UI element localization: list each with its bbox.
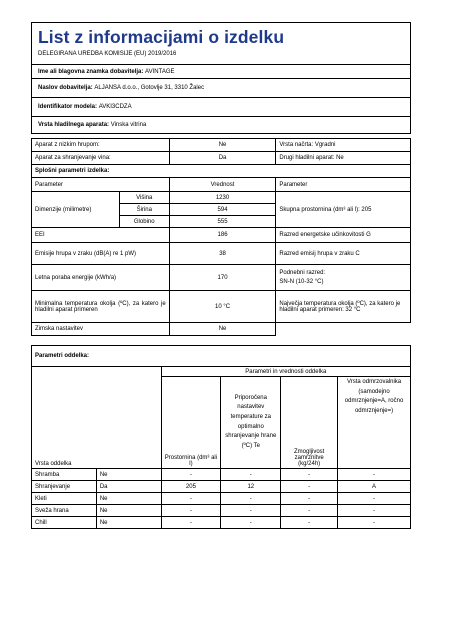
compartment-volume: -: [161, 493, 221, 505]
compartment-freeze: -: [281, 493, 338, 505]
table-row: [32, 493, 411, 505]
width-value: 594: [169, 204, 276, 216]
max-temp: Največja temperatura okolja (ºC), za katero je hladilni aparat primeren: 32 °C: [276, 291, 411, 323]
eei-label: EEI: [32, 228, 170, 243]
height-value: 1230: [169, 192, 276, 204]
compartment-freeze: -: [281, 481, 338, 493]
appliance-type-label: Vrsta hladilnega aparata:: [38, 122, 110, 128]
noise-class: Razred emisij hrupa v zraku C: [276, 243, 411, 265]
compartment-group-header: Parametri in vrednosti oddelka: [161, 367, 410, 377]
min-temp-label: Minimalna temperatura okolja (ºC), za katero je hladilni aparat primeren: [32, 291, 170, 323]
winter-setting-label: Zimska nastavitev: [32, 323, 170, 336]
width-label: Širina: [119, 204, 169, 216]
compartment-present: Ne: [96, 505, 161, 517]
other-appliance: Drugi hladilni aparat: Ne: [276, 152, 411, 165]
compartment-freeze: -: [281, 517, 338, 529]
temp-header: Priporočena nastavitev temperature za optimalno shranjevanje hrane (ºC) Te: [221, 377, 281, 469]
params-header-param: Parameter: [32, 178, 170, 192]
climate-class: [276, 265, 411, 291]
compartment-name: Sveža hrana: [32, 505, 97, 517]
table-row: [32, 481, 411, 493]
volume-header: Prostornina (dm³ ali l): [161, 377, 221, 469]
model-row: [32, 97, 410, 116]
min-temp-value: 10 °C: [169, 291, 276, 323]
params-header-param2: Parameter: [276, 178, 411, 192]
wine-storage-label: Aparat za shranjevanje vina:: [32, 152, 170, 165]
total-volume: Skupna prostornina (dm³ ali l): 205: [276, 192, 411, 228]
compartment-defrost: -: [338, 517, 411, 529]
compartment-name: Shramba: [32, 469, 97, 481]
annual-energy-value: 170: [169, 265, 276, 291]
compartment-freeze: -: [281, 505, 338, 517]
compartment-temp: -: [221, 505, 281, 517]
supplier-address-row: [32, 78, 410, 97]
header-block: [31, 22, 411, 134]
dimensions-label: Dimenzije (milimetre): [32, 192, 120, 228]
compartment-temp: -: [221, 469, 281, 481]
low-noise-label: Aparat z nizkim hrupom:: [32, 139, 170, 152]
energy-class: Razred energetske učinkovitosti G: [276, 228, 411, 243]
noise-label: Emisije hrupa v zraku (dB(A) re 1 pW): [32, 243, 170, 265]
compartment-name: Chill: [32, 517, 97, 529]
compartment-type-header: Vrsta oddelka: [32, 367, 162, 469]
appliance-type-row: [32, 116, 410, 133]
depth-value: 555: [169, 216, 276, 228]
design-type: Vrsta načrta: Vgradni: [276, 139, 411, 152]
regulation-text: DELEGIRANA UREDBA KOMISIJE (EU) 2019/2016: [38, 51, 177, 57]
model-value: AVKI3CDZA: [98, 104, 132, 110]
compartment-volume: -: [161, 517, 221, 529]
supplier-address-value: ALJANSA d.o.o., Gotovlje 31, 3310 Žalec: [94, 85, 205, 91]
supplier-name-value: AVINTAGE: [145, 68, 175, 75]
compartment-temp: 12: [221, 481, 281, 493]
compartment-volume: -: [161, 469, 221, 481]
winter-setting-value: Ne: [169, 323, 276, 336]
general-params-heading: Splošni parametri izdelka:: [32, 165, 411, 178]
compartment-present: Ne: [96, 517, 161, 529]
compartment-present: Ne: [96, 493, 161, 505]
height-label: Višina: [119, 192, 169, 204]
depth-label: Globino: [119, 216, 169, 228]
compartment-name: Kleti: [32, 493, 97, 505]
compartment-volume: 205: [161, 481, 221, 493]
low-noise-value: Ne: [169, 139, 276, 152]
annual-energy-label: Letna poraba energije (kWh/a): [32, 265, 170, 291]
noise-value: 38: [169, 243, 276, 265]
eei-value: 186: [169, 228, 276, 243]
supplier-name-label: Ime ali blagovna znamka dobavitelja:: [38, 68, 144, 75]
table-row: [32, 505, 411, 517]
compartment-temp: -: [221, 493, 281, 505]
compartment-section-heading: Parametri oddelka:: [32, 346, 411, 367]
climate-class-label: Podnebni razred:: [279, 270, 326, 276]
model-label: Identifikator modela:: [38, 104, 98, 110]
freeze-header: Zmogljivost zamrznitve (kg/24h): [281, 377, 338, 469]
compartment-defrost: -: [338, 493, 411, 505]
page-title: List z informacijami o izdelku: [38, 27, 285, 47]
compartment-present: Da: [96, 481, 161, 493]
supplier-name-row: [32, 64, 410, 78]
general-params-table: [31, 138, 411, 336]
product-info-sheet: [31, 22, 411, 529]
compartment-volume: -: [161, 505, 221, 517]
climate-class-value: SN-N (10-32 °C): [279, 279, 324, 285]
params-header-value: Vrednost: [169, 178, 276, 192]
compartment-temp: -: [221, 517, 281, 529]
compartment-name: Shranjevanje: [32, 481, 97, 493]
compartment-defrost: A: [338, 481, 411, 493]
appliance-type-value: Vinska vitrina: [110, 122, 147, 128]
defrost-header: Vrsta odmrzovalnika (samodejno odmrznjenje=A, ročno odmrznjenje=): [338, 377, 411, 469]
compartment-defrost: -: [338, 469, 411, 481]
compartment-present: Ne: [96, 469, 161, 481]
supplier-address-label: Naslov dobavitelja:: [38, 85, 93, 91]
wine-storage-value: Da: [169, 152, 276, 165]
table-row: [32, 469, 411, 481]
compartment-defrost: -: [338, 505, 411, 517]
compartment-freeze: -: [281, 469, 338, 481]
compartment-table: [31, 345, 411, 529]
table-row: [32, 517, 411, 529]
